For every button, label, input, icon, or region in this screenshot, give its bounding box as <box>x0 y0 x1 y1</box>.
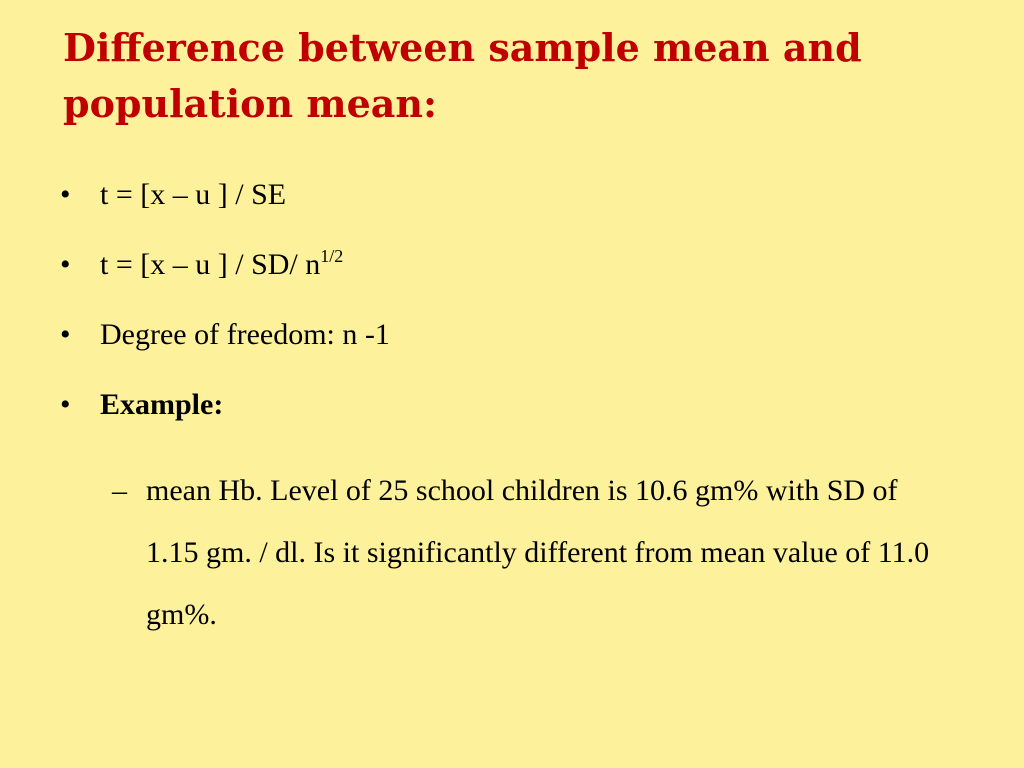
bullet-item-sd-formula <box>60 240 960 310</box>
sub-bullet-text: mean Hb. Level of 25 school children is 10.6 gm% with SD of 1.15 gm. / dl. Is it significantly different from mean value of 11.0 gm%. <box>146 474 930 631</box>
bullet-text: Example: <box>100 388 224 421</box>
bullet-marker: • <box>60 248 71 281</box>
bullet-marker: • <box>60 178 71 211</box>
bullet-text <box>100 240 343 290</box>
sub-bullet-item-example-text <box>60 460 960 646</box>
bullet-item-degree-of-freedom <box>60 310 960 380</box>
bullet-text: Degree of freedom: n -1 <box>100 318 390 351</box>
bullet-marker: • <box>60 388 71 421</box>
slide-title <box>63 20 963 132</box>
title-line-2: population mean: <box>63 81 438 126</box>
title-line-1: Difference between sample mean and <box>63 25 862 70</box>
sub-bullet-marker: – <box>112 474 127 507</box>
bullet-marker: • <box>60 318 71 351</box>
bullet-list <box>60 170 960 646</box>
bullet-item-example <box>60 380 960 450</box>
bullet-text: t = [x – u ] / SE <box>100 178 287 211</box>
formula-exponent: 1/2 <box>320 246 344 266</box>
bullet-item-se-formula <box>60 170 960 240</box>
formula-main: t = [x – u ] / SD/ n <box>100 248 321 281</box>
